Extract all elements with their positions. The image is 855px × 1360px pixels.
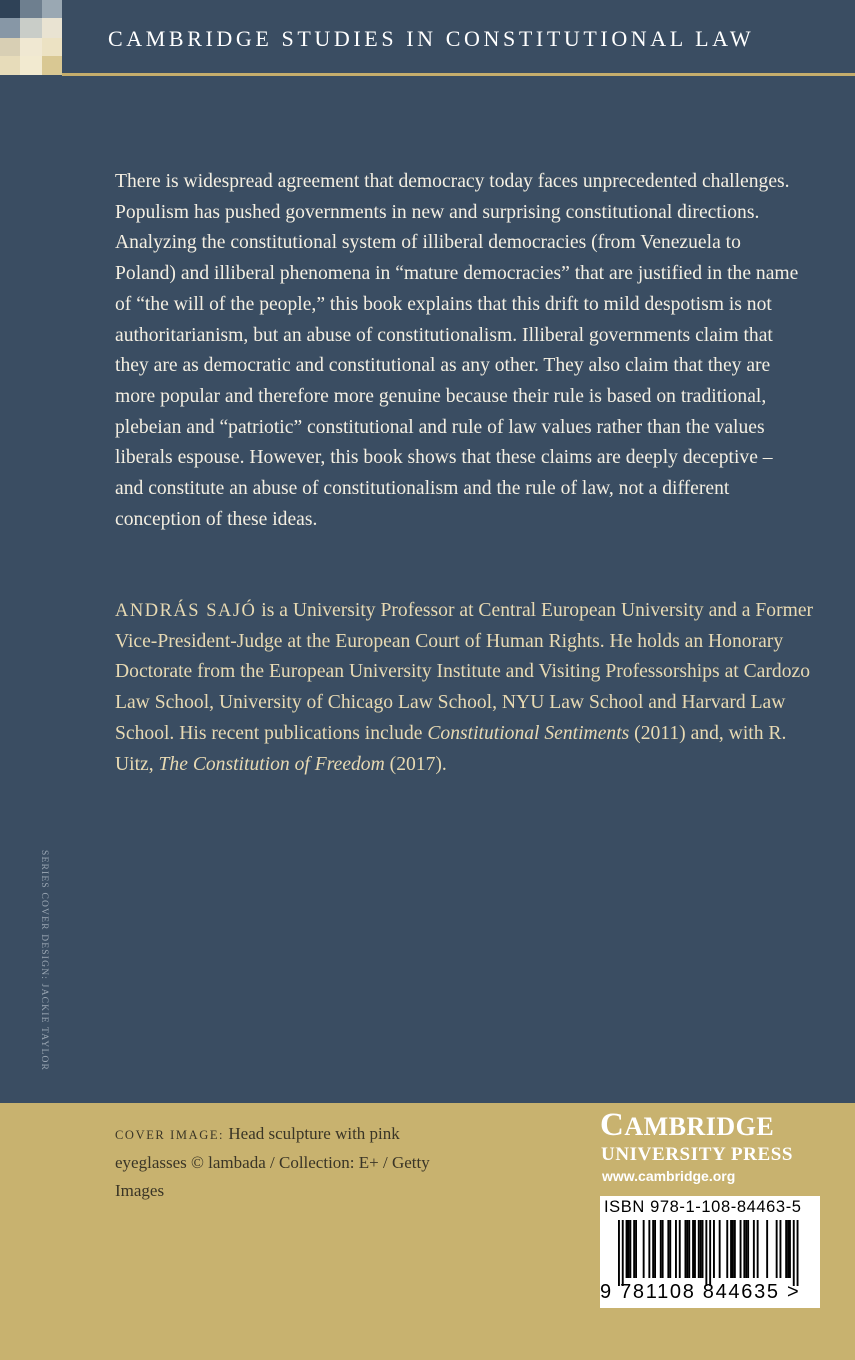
barcode-bar	[776, 1220, 778, 1278]
barcode-bar	[789, 1220, 791, 1278]
isbn-label: ISBN 978-1-108-84463-5	[604, 1198, 802, 1216]
tile	[0, 18, 20, 38]
tile	[42, 0, 62, 18]
barcode-bar	[766, 1220, 768, 1278]
barcode-bar	[618, 1220, 620, 1286]
barcode-bar	[719, 1220, 721, 1278]
barcode-bar	[702, 1220, 704, 1278]
barcode-number: 9 781108 844635 >	[600, 1281, 801, 1303]
series-title: CAMBRIDGE STUDIES IN CONSTITUTIONAL LAW	[108, 26, 755, 51]
barcode-bar	[780, 1220, 782, 1278]
bio-text: is a University Professor at Central European University and a Former Vice-President-Judge at the European Court of Human Rights. He holds an Honorary Doctorate from the European University Institute and Visiting Professorships at Cardozo Law School, University of Chicago Law School, NYU Law School and Harvard Law School. His recent publications include	[115, 600, 814, 744]
book-blurb: There is widespread agreement that democracy today faces unprecedented challenges. Populism has pushed governments in new and surprising constitutional directions. Analyzing the constitutional system of illiberal democracies (from Venezuela to Poland) and illiberal phenomena in “mature democracies” that are justified in the name of “the will of the people,” this book explains that this drift to mild despotism is not authoritarianism, but an abuse of constitutionalism. Illiberal governments claim that they are as democratic and constitutional as any other. They also claim that they are more popular and therefore more genuine because their rule is based on traditional, plebeian and “patriotic” constitutional and rule of law values rather than the values liberals espouse. However, this book shows that these claims are deeply deceptive – and constitute an abuse of constitutionalism and the rule of law, not a different conception of these ideas.	[115, 171, 799, 530]
barcode-bar	[633, 1220, 635, 1278]
bio-text: (2011) and, with R. Uitz,	[115, 722, 787, 775]
barcode-bar	[635, 1220, 637, 1278]
barcode-bar	[686, 1220, 688, 1278]
book-title: Constitutional Sentiments	[427, 722, 630, 744]
barcode-bar	[740, 1220, 742, 1278]
tile	[20, 38, 42, 56]
publisher-press: UNIVERSITY PRESS	[601, 1144, 794, 1165]
barcode-bar	[626, 1220, 628, 1278]
barcode-bar	[705, 1220, 707, 1286]
header-divider	[62, 73, 855, 76]
barcode-bar	[753, 1220, 755, 1278]
series-header	[0, 0, 855, 75]
tile	[0, 0, 20, 18]
barcode-bar	[654, 1220, 656, 1278]
barcode-bar	[628, 1220, 630, 1278]
publisher-initial: C	[600, 1107, 625, 1143]
barcode	[600, 1196, 820, 1308]
barcode-bar	[652, 1220, 654, 1278]
book-title: The Constitution of Freedom	[158, 753, 385, 775]
cover-design-credit: SERIES COVER DESIGN: JACKIE TAYLOR	[39, 850, 49, 1072]
barcode-bar	[797, 1220, 799, 1286]
barcode-bar	[643, 1220, 645, 1278]
barcode-bar	[793, 1220, 795, 1286]
barcode-bar	[679, 1220, 681, 1278]
tile	[0, 38, 20, 56]
author-bio	[115, 596, 815, 780]
barcode-bar	[675, 1220, 677, 1278]
barcode-bar	[648, 1220, 650, 1278]
barcode-bar	[757, 1220, 759, 1278]
publisher-url: www.cambridge.org	[602, 1168, 736, 1184]
barcode-bar	[745, 1220, 747, 1278]
barcode-bar	[726, 1220, 728, 1278]
tile	[42, 38, 62, 56]
barcode-bar	[622, 1220, 624, 1286]
tile	[20, 18, 42, 38]
barcode-bar	[785, 1220, 787, 1278]
barcode-bar	[685, 1220, 687, 1278]
barcode-bar	[743, 1220, 745, 1278]
series-logo-tiles	[0, 0, 62, 75]
tile	[42, 18, 62, 38]
barcode-bar	[732, 1220, 734, 1278]
barcode-bar	[694, 1220, 696, 1278]
tile	[20, 56, 42, 75]
barcode-bar	[787, 1220, 789, 1278]
barcode-bars	[604, 1220, 814, 1286]
barcode-bar	[709, 1220, 711, 1286]
barcode-bar	[669, 1220, 671, 1278]
barcode-bar	[698, 1220, 700, 1278]
barcode-bar	[747, 1220, 749, 1278]
tile	[20, 0, 42, 18]
barcode-bar	[730, 1220, 732, 1278]
author-name: ANDRÁS SAJÓ	[115, 601, 257, 621]
tile	[42, 56, 62, 75]
publisher-name-rest: AMBRIDGE	[624, 1112, 775, 1141]
barcode-bar	[662, 1220, 664, 1278]
cover-image-text: Head sculpture with pink eyeglasses © lambada / Collection: E+ / Getty Images	[115, 1124, 430, 1200]
cover-image-label: COVER IMAGE:	[115, 1128, 225, 1142]
barcode-bar	[688, 1220, 690, 1278]
tile	[0, 56, 20, 75]
barcode-bar	[692, 1220, 694, 1278]
barcode-bar	[734, 1220, 736, 1278]
bio-text: (2017).	[384, 753, 447, 775]
cover-image-credit	[115, 1120, 475, 1205]
barcode-bar	[667, 1220, 669, 1278]
barcode-bar	[660, 1220, 662, 1278]
publisher-logo	[600, 1107, 774, 1144]
barcode-bar	[713, 1220, 715, 1278]
barcode-bar	[700, 1220, 702, 1278]
barcode-bar	[629, 1220, 631, 1278]
